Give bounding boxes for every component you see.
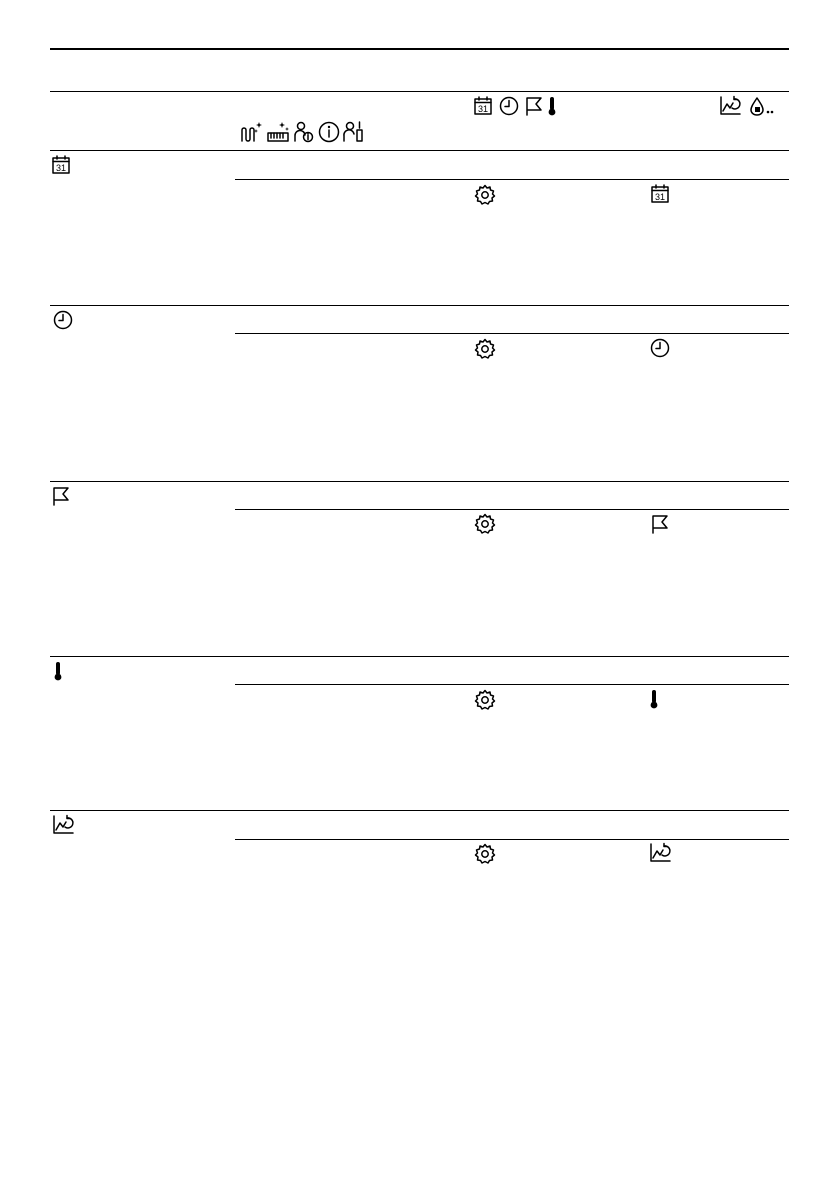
calendar-icon [51, 155, 71, 175]
section-divider [50, 656, 789, 657]
droplet-icon [747, 96, 775, 116]
thermometer-icon [52, 661, 64, 681]
calendar-icon [650, 184, 670, 204]
subsection-divider [235, 509, 789, 510]
subsection-divider [235, 333, 789, 334]
thermometer-icon [546, 96, 558, 116]
thermometer-icon [648, 689, 660, 709]
section-divider [50, 305, 789, 306]
flag-icon [51, 486, 71, 506]
section-divider [50, 150, 789, 151]
gear-icon [474, 843, 496, 865]
gear-icon [474, 689, 496, 711]
section-divider [50, 481, 789, 482]
calendar-icon [473, 96, 493, 116]
chart-return-icon [719, 96, 743, 116]
clock-icon [53, 310, 73, 330]
info-circle-icon [318, 121, 340, 143]
user-info-icon [294, 121, 316, 143]
flag-icon [524, 96, 544, 116]
chart-return-icon [649, 843, 673, 863]
subsection-divider [235, 179, 789, 180]
gear-icon [474, 184, 496, 206]
calendar-day-label: 31 [655, 192, 666, 202]
header-divider [50, 91, 789, 92]
flag-icon [650, 514, 670, 534]
heating-sparkle-icon [240, 121, 264, 143]
dishwasher-sparkle-icon [267, 121, 291, 143]
gear-icon [474, 513, 496, 535]
gear-icon [474, 338, 496, 360]
subsection-divider [235, 684, 789, 685]
subsection-divider [235, 839, 789, 840]
calendar-day-label: 31 [56, 163, 67, 173]
clock-icon [650, 338, 670, 358]
top-rule [50, 48, 789, 50]
user-settings-icon [343, 121, 365, 143]
calendar-day-label: 31 [478, 104, 489, 114]
clock-icon [499, 96, 519, 116]
chart-return-icon [52, 815, 76, 835]
section-divider [50, 810, 789, 811]
